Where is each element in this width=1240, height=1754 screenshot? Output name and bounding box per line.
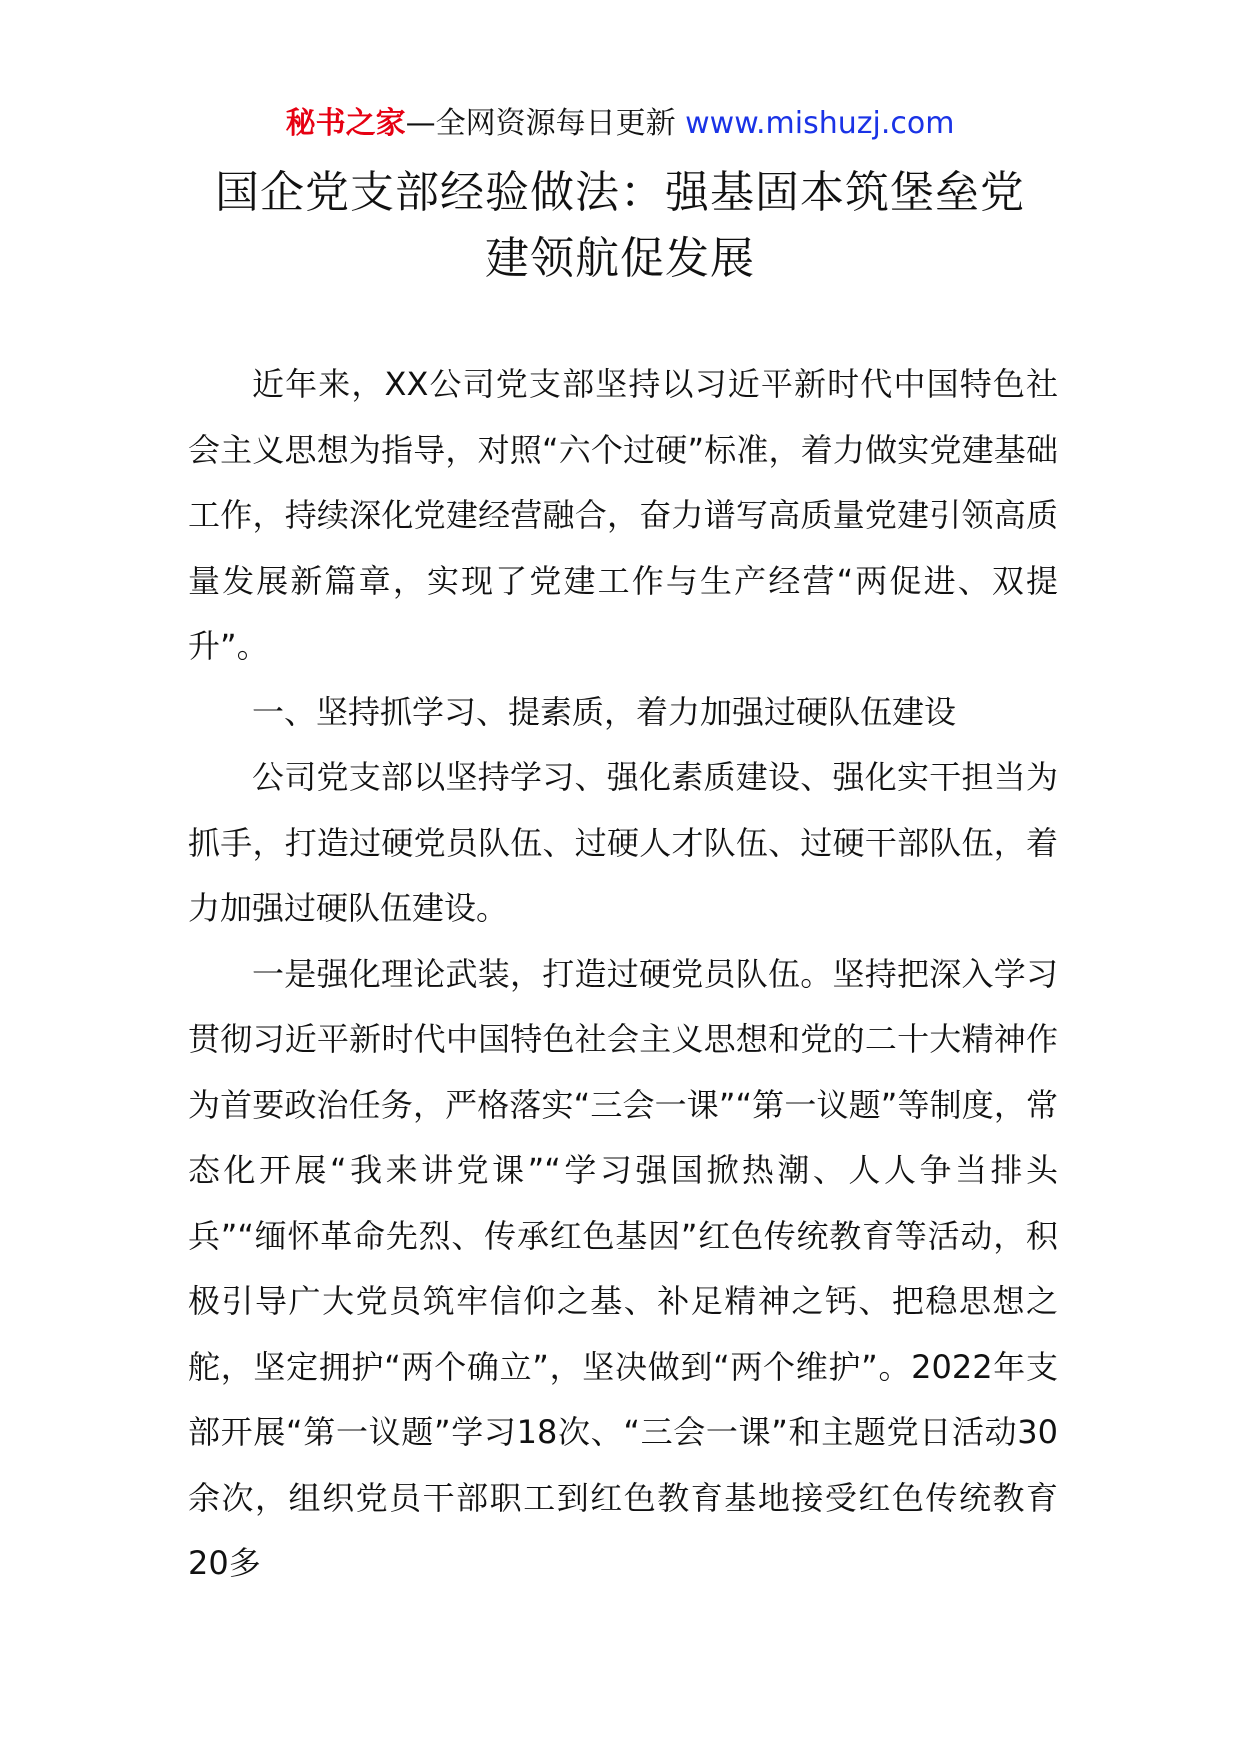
title-line-2: 建领航促发展 bbox=[485, 233, 755, 284]
site-header bbox=[0, 100, 1240, 148]
site-url-link[interactable]: www.mishuzj.com bbox=[685, 106, 955, 141]
header-slogan: —全网资源每日更新 bbox=[405, 106, 676, 141]
document-title bbox=[150, 160, 1090, 292]
title-line-1: 国企党支部经验做法：强基固本筑堡垒党 bbox=[215, 167, 1025, 218]
section-heading-1: 一、坚持抓学习、提素质，着力加强过硬队伍建设 bbox=[252, 692, 957, 731]
brand-name: 秘书之家 bbox=[285, 106, 406, 141]
paragraph-intro: 近年来，XX公司党支部坚持以习近平新时代中国特色社会主义思想为指导，对照“六个过硬”标准，着力做实党建基础工作，持续深化党建经营融合，奋力谱写高质量党建引领高质量发展新篇章，实现了党建工作与生产经营“两促进、双提升”。 bbox=[188, 365, 1058, 665]
paragraph-section-1-summary: 公司党支部以坚持学习、强化素质建设、强化实干担当为抓手，打造过硬党员队伍、过硬人才队伍、过硬干部队伍，着力加强过硬队伍建设。 bbox=[188, 758, 1058, 927]
document-body bbox=[188, 352, 1058, 1597]
paragraph-point-1: 一是强化理论武装，打造过硬党员队伍。坚持把深入学习贯彻习近平新时代中国特色社会主义思想和党的二十大精神作为首要政治任务，严格落实“三会一课”“第一议题”等制度，常态化开展“我来讲党课”“学习强国掀热潮、人人争当排头兵”“缅怀革命先烈、传承红色基因”红色传统教育等活动，积极引导广大党员筑牢信仰之基、补足精神之钙、把稳思想之舵，坚定拥护“两个确立”，坚决做到“两个维护”。2022年支部开展“第一议题”学习18次、“三会一课”和主题党日活动30余次，组织党员干部职工到红色教育基地接受红色传统教育20多 bbox=[188, 954, 1058, 1582]
